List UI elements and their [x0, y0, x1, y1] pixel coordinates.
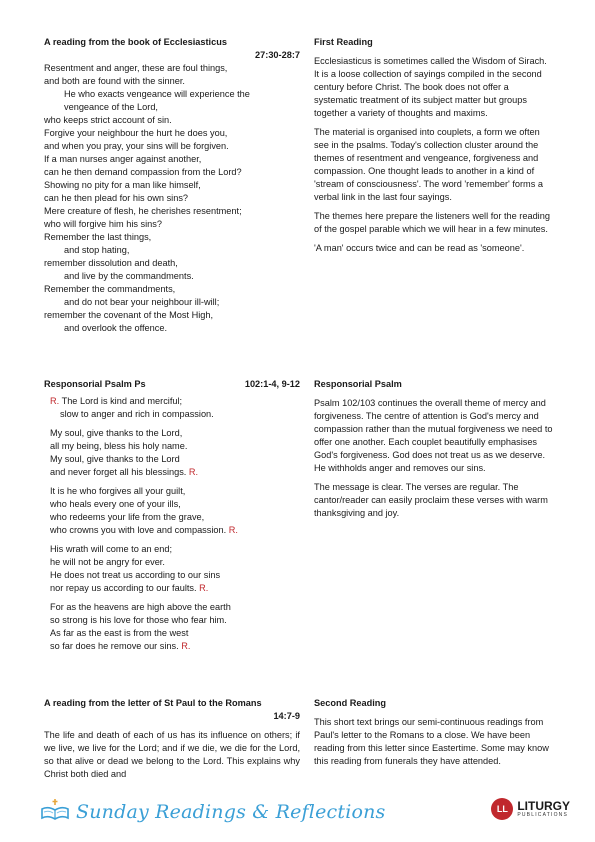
psalm-line-text: so far does he remove our sins. [50, 641, 179, 651]
psalm-line [50, 556, 300, 569]
psalm-title: Responsorial Psalm Ps [44, 379, 146, 389]
reading-line: Forgive your neighbour the hurt he does you, [44, 128, 228, 138]
psalm-line-text: My soul, give thanks to the Lord, [50, 428, 183, 438]
reading-line: If a man nurses anger against another, [44, 154, 202, 164]
psalm-line-text: He does not treat us according to our sins [50, 570, 221, 580]
psalm-line-text: and never forget all his blessings. [50, 467, 187, 477]
psalm-line [50, 511, 300, 524]
psalm-line-text: who crowns you with love and compassion. [50, 525, 227, 535]
psalm-line [50, 543, 300, 556]
reflection-title: First Reading [314, 37, 373, 47]
psalm-line [50, 601, 300, 614]
reflection-paragraph: The themes here prepare the listeners well for the reading of the gospel parable which we will hear in a few minutes. [314, 211, 550, 234]
reading-line: remember the covenant of the Most High, [44, 310, 214, 320]
psalm-line [50, 453, 300, 466]
reading-text [44, 62, 300, 335]
reading-line: who will forgive him his sins? [44, 219, 162, 229]
psalm-line [50, 427, 300, 440]
response-mark: R. [228, 525, 238, 535]
open-book-cross-icon [40, 796, 70, 827]
reading-line: vengeance of the Lord, [64, 102, 158, 112]
response-line: The Lord is kind and merciful; [61, 396, 183, 406]
reading-title: A reading from the book of Ecclesiasticus [44, 37, 227, 47]
psalm-reference: 102:1-4, 9-12 [244, 379, 300, 389]
psalm-line-text: My soul, give thanks to the Lord [50, 454, 180, 464]
reading-reference: 14:7-9 [273, 711, 300, 721]
reading-line: Remember the commandments, [44, 284, 176, 294]
reading-line: Remember the last things, [44, 232, 152, 242]
psalm-line [50, 640, 300, 653]
psalm-stanza [50, 485, 300, 537]
response-mark: R. [188, 467, 199, 477]
reading-line: and live by the commandments. [64, 271, 194, 281]
psalm-line [50, 498, 300, 511]
reading-line: and when you pray, your sins will be forgiven. [44, 141, 229, 151]
response-mark: R. [199, 583, 209, 593]
reflection-paragraph: Psalm 102/103 continues the overall theme of mercy and forgiveness. The centre of attention is God's mercy and compassion rather than the mutual forgiveness we need to offer one another. Each couplet beautifully emphasises God's forgiveness. God does not treat us as we deserve. He withholds anger and removes our sins. [314, 398, 553, 473]
reflection-paragraph: Ecclesiasticus is sometimes called the Wisdom of Sirach. It is a loose collection of sayings compiled in the second century before Christ. The book does not offer a systematic treatment of its subject matter but groups together a variety of thoughts and maxims. [314, 56, 547, 118]
psalm-stanza [50, 543, 300, 595]
psalm-line-text: so strong is his love for those who fear him. [50, 615, 227, 625]
psalm-response [50, 395, 300, 421]
reading-line: Showing no pity for a man like himself, [44, 180, 201, 190]
psalm-line [50, 466, 300, 479]
publisher-name: LITURGY [517, 798, 570, 813]
psalm [44, 378, 300, 659]
footer [40, 796, 570, 824]
first-reflection [314, 36, 554, 255]
psalm-stanza [50, 427, 300, 479]
brand-title: Sunday Readings & Reflections [76, 800, 386, 823]
psalm-line [50, 485, 300, 498]
psalm-line [50, 440, 300, 453]
response-mark: R. [50, 396, 60, 406]
liturgy-publications-icon: LL [491, 798, 513, 820]
reading-line: Mere creature of flesh, he cherishes resentment; [44, 206, 242, 216]
second-reading [44, 697, 300, 781]
psalm-stanza [50, 601, 300, 653]
reflection-title: Responsorial Psalm [314, 379, 402, 389]
psalm-line [50, 627, 300, 640]
brand-logo [40, 796, 386, 827]
reading-line: remember dissolution and death, [44, 258, 178, 268]
publisher-subtitle: PUBLICATIONS [517, 811, 569, 818]
reading-line: can he then demand compassion from the Lord? [44, 167, 242, 177]
response-mark: R. [181, 641, 191, 651]
psalm-line [50, 569, 300, 582]
psalm-header [44, 378, 300, 391]
psalm-line-text: As far as the east is from the west [50, 628, 189, 638]
response-line: slow to anger and rich in compassion. [60, 409, 214, 419]
reading-title: A reading from the letter of St Paul to the Romans [44, 698, 262, 708]
reading-line: Resentment and anger, these are foul things, [44, 63, 228, 73]
reading-reference: 27:30-28:7 [255, 50, 300, 60]
psalm-line [50, 524, 300, 537]
reading-line: can he then plead for his own sins? [44, 193, 189, 203]
reading-line: and do not bear your neighbour ill-will; [64, 297, 220, 307]
psalm-verses [44, 427, 300, 653]
psalm-line-text: who heals every one of your ills, [50, 499, 181, 509]
reflection-paragraph: The material is organised into couplets, a form we often see in the psalms. Today's collection cluster around the themes of resentment and vengeance, forgiveness and compassion. One thought leads to another in a kind of 'stream of consciousness'. The word 'remember' forms a verbal link in the last four sayings. [314, 127, 543, 202]
first-reading [44, 36, 300, 335]
psalm-line-text: It is he who forgives all your guilt, [50, 486, 186, 496]
reading-line: He who exacts vengeance will experience the [64, 89, 250, 99]
publisher-logo [491, 798, 570, 820]
reading-line: and overlook the offence. [64, 323, 168, 333]
psalm-line [50, 614, 300, 627]
reading-line: and stop hating, [64, 245, 130, 255]
psalm-line [50, 582, 300, 595]
reading-text: The life and death of each of us has its influence on others; if we live, we live for the Lord; and if we die, we die for the Lord, so that alive or dead we belong to the Lord. This explains why Christ both died and [44, 730, 300, 779]
reading-line: who keeps strict account of sin. [44, 115, 172, 125]
psalm-line-text: nor repay us according to our faults. [50, 583, 197, 593]
psalm-line-text: he will not be angry for ever. [50, 557, 165, 567]
reflection-title: Second Reading [314, 698, 386, 708]
reading-line: and both are found with the sinner. [44, 76, 185, 86]
psalm-line-text: who redeems your life from the grave, [50, 512, 205, 522]
reflection-paragraph: 'A man' occurs twice and can be read as 'someone'. [314, 243, 525, 253]
reflection-paragraph: The message is clear. The verses are regular. The cantor/reader can easily proclaim these verses with warm thanksgiving and joy. [314, 482, 548, 518]
psalm-line-text: His wrath will come to an end; [50, 544, 173, 554]
psalm-line-text: For as the heavens are high above the earth [50, 602, 231, 612]
reflection-paragraph: This short text brings our semi-continuous readings from Paul's letter to the Romans to a close. We have been reading from this letter since Eastertime. Some may know this reading from funerals they have attended. [314, 717, 549, 766]
psalm-reflection [314, 378, 554, 520]
psalm-line-text: all my being, bless his holy name. [50, 441, 188, 451]
second-reflection [314, 697, 554, 768]
